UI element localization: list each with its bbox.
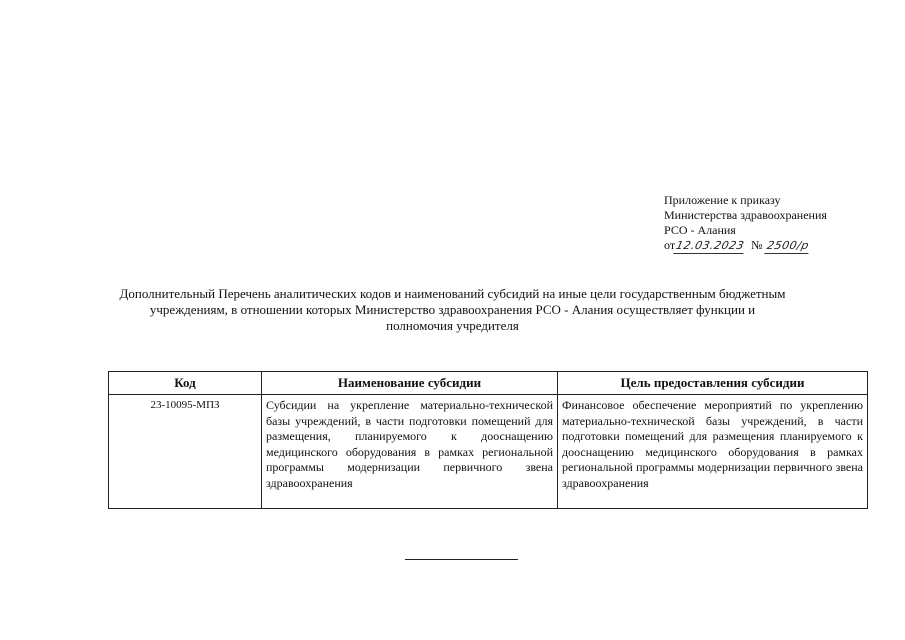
table-row [109, 395, 868, 509]
appendix-line-1: Приложение к приказу [664, 193, 781, 207]
table-header-row [109, 372, 868, 395]
order-prefix: от [664, 238, 676, 252]
header-code: Код [109, 372, 262, 395]
title-line-1: Дополнительный Перечень аналитических кодов и наименований субсидий на иные цели государственным бюджетным [119, 286, 786, 301]
order-date: 12.03.2023 [674, 239, 746, 252]
end-divider-line [405, 559, 518, 560]
order-number-label: № [751, 238, 763, 252]
cell-subsidy-purpose: Финансовое обеспечение мероприятий по укреплению материально-технической базы учреждений, в части подготовки помещений для размещения планируемого к дооснащению медицинского оборудования в рамках региональной программы модернизации первичного звена здравоохранения [558, 395, 868, 509]
header-subsidy-purpose: Цель предоставления субсидии [558, 372, 868, 395]
cell-code: 23-10095-МПЗ [109, 395, 262, 509]
title-line-3: полномочия учредителя [386, 318, 519, 333]
subsidies-table [108, 371, 868, 509]
document-title [40, 286, 865, 334]
order-number: 2500/р [765, 239, 810, 252]
appendix-line-3: РСО - Алания [664, 223, 736, 237]
cell-subsidy-name: Субсидии на укрепление материально-технической базы учреждений, в части подготовки помещений для размещения, планируемого к дооснащению медицинского оборудования в рамках региональной программы модернизации первичного звена здравоохранения [262, 395, 558, 509]
order-date-number-line [664, 238, 827, 254]
appendix-line-2: Министерства здравоохранения [664, 208, 827, 222]
header-subsidy-name: Наименование субсидии [262, 372, 558, 395]
title-line-2: учреждениям, в отношении которых Министерство здравоохранения РСО - Алания осуществляет функции и [149, 302, 756, 317]
appendix-block [664, 193, 827, 254]
